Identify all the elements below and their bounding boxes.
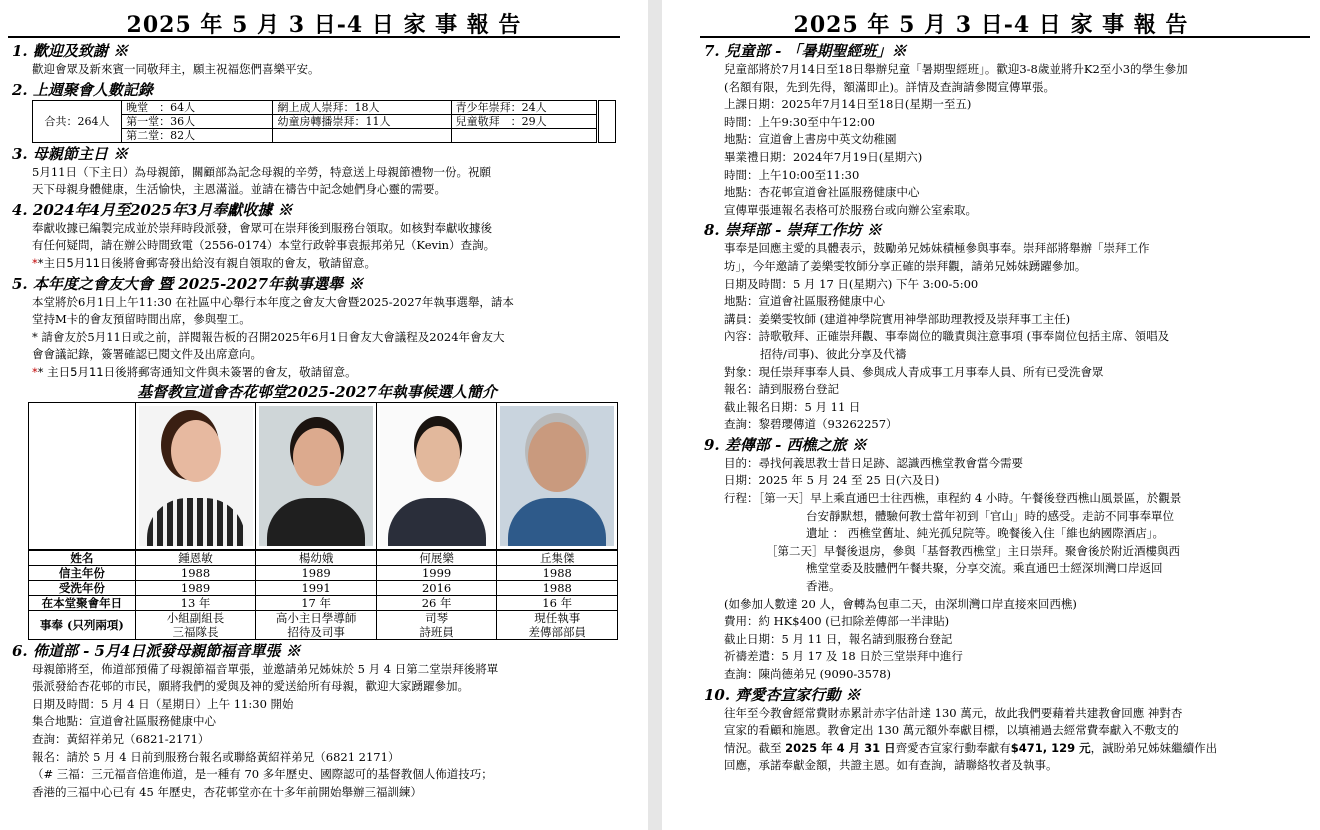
section-9-line: 截止日期：5 月 11 日，報名請到服務台登記 — [724, 631, 953, 646]
section-9-line: 日期：2025 年 5 月 24 至 25 日(六及日) — [724, 473, 940, 488]
section-5-text: 堂持M卡的會友預留時間出席，參與聖工。 — [32, 312, 251, 327]
attendance-cell: 晚堂 ：64人 — [122, 100, 273, 114]
title-rule — [8, 36, 620, 38]
section-6-text: 母親節將至，佈道部預備了母親節福音單張，並邀請弟兄姊妹於 5 月 4 日第二堂崇拜後將單 — [32, 661, 499, 676]
attendance-cell: 第一堂：36人 — [122, 114, 273, 128]
section-9-line: 台安靜默想，體驗何教士當年初到「官山」時的感受。走訪不同事奉單位 — [806, 508, 1174, 523]
candidate-name: 丘集傑 — [497, 550, 618, 566]
section-8-heading: 8. 崇拜部 - 崇拜工作坊 ※ — [704, 221, 882, 240]
section-7-line: 畢業禮日期：2024年7月19日(星期六) — [724, 149, 923, 164]
section-9-line: 遺址 ： 西樵堂舊址、純光孤兒院等。晚餐後入住「維也納國際酒店」。 — [806, 526, 1165, 541]
attendance-cell — [273, 128, 451, 142]
section-8-line: 地點：宣道會社區服務健康中心 — [724, 294, 885, 309]
section-8-line: 日期及時間：5 月 17 日(星期六) 下午 3:00-5:00 — [724, 276, 979, 291]
candidate-4-photo — [500, 406, 614, 546]
offering-amount: $471, 129 元 — [1010, 740, 1091, 755]
attendance-cell: 幼童房轉播崇拜：11人 — [273, 114, 451, 128]
attendance-cell: 網上成人崇拜：18人 — [273, 100, 451, 114]
section-6-line: 香港的三福中心已有 45 年歷史，杏花邨堂亦在十多年前開始舉辦三福訓練） — [32, 784, 422, 799]
section-9-line: 祈禱差遣：5 月 17 及 18 日於三堂崇拜中進行 — [724, 649, 963, 664]
right-content — [704, 40, 1310, 775]
candidate-3-photo — [380, 406, 494, 546]
candidate-faith-year: 1988 — [497, 565, 618, 580]
section-6-line: （# 三福：三元福音倍進佈道，是一種有 70 多年歷史、國際認可的基督教個人佈道技巧； — [32, 767, 493, 782]
section-6-line: 日期及時間：5 月 4 日（星期日）上午 11:30 開始 — [32, 696, 294, 711]
candidates-table — [28, 402, 618, 640]
section-7-line: 宣傳單張連報名表格可於服務台或向辦公室索取。 — [724, 202, 977, 217]
left-content — [12, 40, 622, 801]
section-7-line: 兒童部將於7月14日至18日舉辦兒童「暑期聖經班」。歡迎3-8歲並將升K2至小3的學生參加 — [724, 62, 1188, 76]
section-1-text: 歡迎會眾及新來賓一同敬拜主，願主祝福您們喜樂平安。 — [32, 62, 320, 76]
section-7-line: 上課日期：2025年7月14日至18日(星期一至五) — [724, 97, 972, 112]
candidate-baptism-year: 1988 — [497, 580, 618, 595]
candidate-service: 司琴 詩班員 — [376, 610, 497, 639]
section-9-line: ［第二天］早餐後退房，參與「基督教西樵堂」主日崇拜。聚會後於附近酒樓與西 — [766, 543, 1180, 558]
section-9-line: (如參加人數達 20 人，會轉為包車二天，由深圳灣口岸直接來回西樵) — [724, 596, 1077, 611]
section-3-text: 天下母親身體健康，生活愉快，主恩滿溢。並請在禱告中記念她們身心靈的需要。 — [32, 182, 446, 197]
section-5-heading: 5. 本年度之會友大會 暨 2025-2027年執事選舉 ※ — [12, 274, 364, 293]
row-label-years: 在本堂聚會年日 — [29, 595, 136, 610]
page-title: 2025 年 5 月 3 日-4 日 家 事 報 告 — [126, 12, 522, 38]
section-4-text: 奉獻收據已編製完成並於崇拜時段派發，會眾可在崇拜後到服務台領取。如核對奉獻收據後 — [32, 220, 492, 235]
section-10-text: 往年至今教會經常費財赤累計赤字估計達 130 萬元，故此我們要藉着共建教會回應 神對杏 — [724, 705, 1183, 720]
section-4-note: **主日5月11日後將會郵寄發出給沒有親自領取的會友，敬請留意。 — [32, 255, 376, 270]
section-8-line: 報名：請到服務台登記 — [724, 382, 839, 397]
section-10-text: 回應，承諾奉獻金額，共證主恩。如有查詢，請聯絡牧者及執事。 — [724, 758, 1058, 773]
row-label-name: 姓名 — [29, 550, 136, 566]
section-6-heading: 6. 佈道部 - 5月4日派發母親節福音單張 ※ — [12, 641, 301, 660]
candidate-photo — [376, 402, 497, 550]
section-7-line: 地點：宣道會上書房中英文幼稚園 — [724, 132, 897, 147]
section-6-line: 查詢：黃紹祥弟兄（6821-2171） — [32, 731, 210, 746]
section-3-heading: 3. 母親節主日 ※ — [12, 144, 129, 163]
section-8-line: 講員：姜樂雯牧師 (建道神學院實用神學部助理教授及崇拜事工主任) — [724, 311, 1071, 326]
section-4-heading: 4. 2024年4月至2025年3月奉獻收據 ※ — [12, 200, 293, 219]
section-9-heading: 9. 差傳部 - 西樵之旅 ※ — [704, 435, 867, 454]
attendance-cell: 兒童敬拜 ：29人 — [451, 114, 598, 128]
section-7-line: 時間：上午9:30至中午12:00 — [724, 114, 875, 129]
candidate-2-photo — [259, 406, 373, 546]
section-8-line: 坊」，今年邀請了姜樂雯牧師分享正確的崇拜觀，請弟兄姊妹踴躍參加。 — [724, 258, 1087, 273]
section-7-line: (名額有限，先到先得，額滿即止)。詳情及查詢請參閱宣傳單張。 — [724, 79, 1055, 94]
section-5-note: ** 主日5月11日後將郵寄通知文件與未簽署的會友，敬請留意。 — [32, 364, 357, 379]
row-label-baptism: 受洗年份 — [29, 580, 136, 595]
attendance-table — [32, 100, 616, 143]
section-6-line: 集合地點：宣道會社區服務健康中心 — [32, 714, 216, 729]
attendance-cell — [451, 128, 598, 142]
title-rule — [700, 36, 1310, 38]
section-6-line: 報名：請於 5 月 4 日前到服務台報名或聯絡黃紹祥弟兄（6821 2171） — [32, 749, 400, 764]
section-10-text: 情況。截至 2025 年 4 月 31 日齊愛杏宣家行動奉獻有$471, 129 元，誠盼弟兄姊妹繼續作出 — [724, 740, 1218, 755]
row-label-service: 事奉 (只列兩項) — [29, 610, 136, 639]
section-1-heading: 1. 歡迎及致謝 ※ — [12, 42, 129, 60]
candidate-years: 13 年 — [135, 595, 256, 610]
candidate-years: 26 年 — [376, 595, 497, 610]
section-10-text: 宣家的看顧和施恩。教會定出 130 萬元額外奉獻目標，以填補過去經常費奉獻入不敷支的 — [724, 723, 1179, 738]
candidate-years: 16 年 — [497, 595, 618, 610]
section-5-text: * 請會友於5月11日或之前，詳閱報告板的召開2025年6月1日會友大會議程及2024年會友大 — [32, 329, 505, 344]
section-8-line: 查詢：黎碧瓔傳道（93262257） — [724, 417, 898, 432]
section-7-line: 地點：杏花邨宣道會社區服務健康中心 — [724, 185, 920, 200]
candidate-photo — [497, 402, 618, 550]
attendance-cell: 青少年崇拜：24人 — [451, 100, 598, 114]
section-5-text: 本堂將於6月1日上午11:30 在社區中心舉行本年度之會友大會暨2025-2027年執事選舉，請本 — [32, 294, 514, 309]
candidate-faith-year: 1999 — [376, 565, 497, 580]
candidate-faith-year: 1989 — [256, 565, 377, 580]
section-9-line: 行程：［第一天］早上乘直通巴士往西樵，車程約 4 小時。午餐後登西樵山風景區，於觀景 — [724, 491, 1182, 506]
candidate-service: 小組副組長 三福隊長 — [135, 610, 256, 639]
candidate-baptism-year: 1989 — [135, 580, 256, 595]
candidate-service: 現任執事 差傳部部員 — [497, 610, 618, 639]
section-8-line: 對象：現任崇拜事奉人員、參與成人青成事工月事奉人員、所有已受洗會眾 — [724, 364, 1104, 379]
left-page — [0, 0, 648, 830]
candidate-name: 楊幼娥 — [256, 550, 377, 566]
candidate-baptism-year: 1991 — [256, 580, 377, 595]
section-8-line: 內容：詩歌敬拜、正確崇拜觀、事奉崗位的職責與注意事項 (事奉崗位包括主席、領唱及 — [724, 329, 1170, 344]
section-9-line: 樵堂堂委及肢體們午餐共聚，分享交流。乘直通巴士經深圳灣口岸返回 — [806, 561, 1163, 576]
section-9-line: 查詢：陳尚德弟兄 (9090-3578) — [724, 667, 892, 681]
section-9-line: 目的：尋找何義思教士昔日足跡、認識西樵堂教會當今需要 — [724, 455, 1023, 470]
attendance-cell: 第二堂：82人 — [122, 128, 273, 142]
section-6-text: 張派發給杏花邨的市民，願將我們的愛與及神的愛送給所有母親，歡迎大家踴躍參加。 — [32, 679, 469, 694]
section-7-heading: 7. 兒童部 - 「暑期聖經班」※ — [704, 42, 907, 60]
section-9-line: 香港。 — [806, 579, 841, 594]
candidate-years: 17 年 — [256, 595, 377, 610]
page-title: 2025 年 5 月 3 日-4 日 家 事 報 告 — [793, 12, 1189, 38]
candidate-faith-year: 1988 — [135, 565, 256, 580]
candidate-service: 高小主日學導師 招待及司事 — [256, 610, 377, 639]
candidate-1-photo — [139, 406, 253, 546]
row-label-faith: 信主年份 — [29, 565, 136, 580]
right-page — [662, 0, 1320, 830]
candidate-photo — [256, 402, 377, 550]
candidate-photo — [135, 402, 256, 550]
attendance-total: 合共：264人 — [33, 100, 122, 142]
candidates-title: 基督教宣道會杏花邨堂2025-2027年執事候選人簡介 — [137, 382, 497, 401]
section-8-line: 事奉是回應主愛的具體表示，鼓勵弟兄姊妹積極參與事奉。崇拜部將舉辦「崇拜工作 — [724, 241, 1150, 256]
candidate-name: 何展樂 — [376, 550, 497, 566]
section-3-text: 5月11日（下主日）為母親節，關顧部為記念母親的辛勞，特意送上母親節禮物一份。祝願 — [32, 164, 491, 179]
section-7-line: 時間：上午10:00至11:30 — [724, 167, 860, 182]
section-8-line: 招待/司事)、彼此分享及代禱 — [760, 346, 907, 361]
candidate-name: 鍾恩敏 — [135, 550, 256, 566]
section-5-text: 會會議記錄，簽署確認已閱文件及出席意向。 — [32, 347, 262, 362]
section-10-heading: 10. 齊愛杏宣家行動 ※ — [704, 685, 861, 704]
candidate-baptism-year: 2016 — [376, 580, 497, 595]
section-2-heading: 2. 上週聚會人數記錄 — [12, 80, 153, 99]
section-4-text: 有任何疑問，請在辦公時間致電（2556-0174）本堂行政幹事袁振邦弟兄（Kevin）查詢。 — [32, 238, 496, 253]
section-9-line: 費用：約 HK$400 (已扣除差傳部一半津貼) — [724, 614, 950, 629]
section-8-line: 截止報名日期：5 月 11 日 — [724, 399, 861, 414]
offering-date: 2025 年 4 月 31 日 — [785, 740, 896, 755]
